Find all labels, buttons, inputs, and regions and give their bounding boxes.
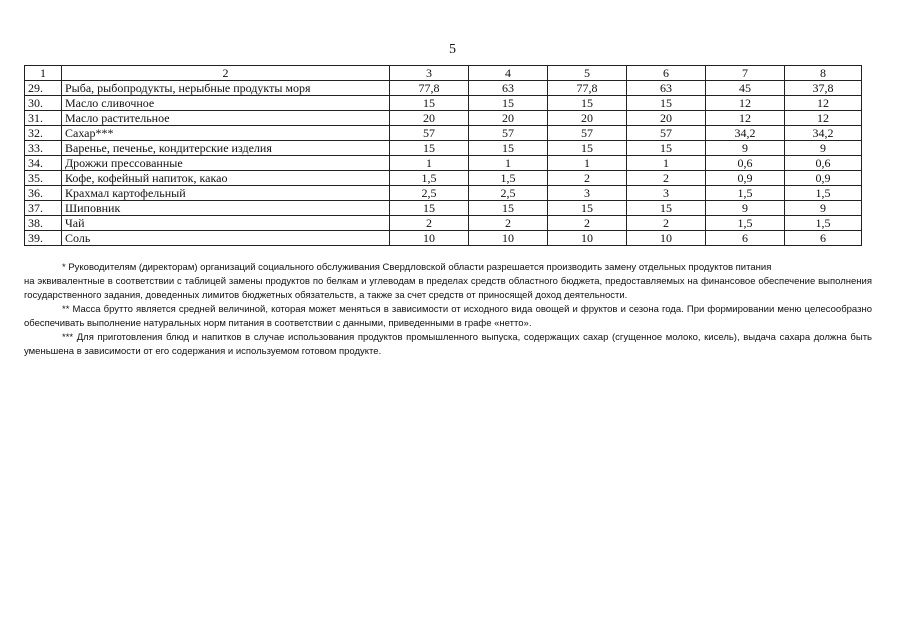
value-cell: 1 — [390, 156, 469, 171]
value-cell: 2 — [548, 171, 627, 186]
product-name-cell: Варенье, печенье, кондитерские изделия — [62, 141, 390, 156]
value-cell: 15 — [469, 96, 548, 111]
header-cell: 5 — [548, 66, 627, 81]
table-row — [25, 81, 862, 96]
value-cell: 10 — [390, 231, 469, 246]
value-cell: 15 — [390, 96, 469, 111]
table-row — [25, 216, 862, 231]
table-row — [25, 231, 862, 246]
value-cell: 34,2 — [706, 126, 785, 141]
row-number-cell: 30. — [25, 96, 62, 111]
value-cell: 0,9 — [785, 171, 862, 186]
value-cell: 63 — [627, 81, 706, 96]
value-cell: 77,8 — [548, 81, 627, 96]
value-cell: 3 — [627, 186, 706, 201]
value-cell: 77,8 — [390, 81, 469, 96]
value-cell: 2 — [469, 216, 548, 231]
value-cell: 20 — [390, 111, 469, 126]
value-cell: 0,6 — [706, 156, 785, 171]
value-cell: 15 — [627, 141, 706, 156]
value-cell: 1,5 — [785, 186, 862, 201]
row-number-cell: 37. — [25, 201, 62, 216]
value-cell: 2 — [390, 216, 469, 231]
value-cell: 63 — [469, 81, 548, 96]
value-cell: 57 — [469, 126, 548, 141]
value-cell: 12 — [706, 96, 785, 111]
value-cell: 9 — [785, 201, 862, 216]
value-cell: 20 — [627, 111, 706, 126]
product-name-cell: Рыба, рыбопродукты, нерыбные продукты моря — [62, 81, 390, 96]
value-cell: 1,5 — [390, 171, 469, 186]
value-cell: 2,5 — [469, 186, 548, 201]
value-cell: 0,6 — [785, 156, 862, 171]
value-cell: 15 — [469, 141, 548, 156]
header-cell: 1 — [25, 66, 62, 81]
footnote-1-continuation: на эквивалентные в соответствии с таблицей замены продуктов по белкам и углеводам в пределах средств областного бюджета, предоставляемых на финансовое обеспечение выполнения государственного задания, доведенных лимитов бюджетных обязательств, а также за счет средств от приносящей доход деятельности. — [24, 276, 872, 301]
value-cell: 6 — [706, 231, 785, 246]
value-cell: 45 — [706, 81, 785, 96]
value-cell: 10 — [469, 231, 548, 246]
value-cell: 2 — [627, 216, 706, 231]
value-cell: 9 — [706, 141, 785, 156]
value-cell: 20 — [469, 111, 548, 126]
value-cell: 12 — [706, 111, 785, 126]
value-cell: 10 — [548, 231, 627, 246]
row-number-cell: 35. — [25, 171, 62, 186]
value-cell: 15 — [627, 201, 706, 216]
food-norms-table — [24, 65, 862, 246]
footnote-1: * Руководителям (директорам) организаций социального обслуживания Свердловской области разрешается производить замену отдельных продуктов питания — [62, 262, 772, 273]
value-cell: 12 — [785, 96, 862, 111]
row-number-cell: 31. — [25, 111, 62, 126]
value-cell: 2 — [627, 171, 706, 186]
row-number-cell: 34. — [25, 156, 62, 171]
value-cell: 9 — [785, 141, 862, 156]
value-cell: 20 — [548, 111, 627, 126]
table-row — [25, 171, 862, 186]
product-name-cell: Масло растительное — [62, 111, 390, 126]
row-number-cell: 32. — [25, 126, 62, 141]
value-cell: 10 — [627, 231, 706, 246]
page-number: 5 — [449, 42, 456, 57]
value-cell: 34,2 — [785, 126, 862, 141]
value-cell: 1,5 — [469, 171, 548, 186]
table-row — [25, 126, 862, 141]
value-cell: 37,8 — [785, 81, 862, 96]
table-header-row — [25, 66, 862, 81]
table-row — [25, 111, 862, 126]
value-cell: 3 — [548, 186, 627, 201]
product-name-cell: Крахмал картофельный — [62, 186, 390, 201]
table-row — [25, 156, 862, 171]
value-cell: 1,5 — [706, 216, 785, 231]
table-row — [25, 186, 862, 201]
value-cell: 15 — [390, 201, 469, 216]
header-cell: 4 — [469, 66, 548, 81]
value-cell: 6 — [785, 231, 862, 246]
table-row — [25, 141, 862, 156]
footnote-2: ** Масса брутто является средней величиной, которая может меняться в зависимости от исходного вида овощей и фруктов и сезона года. При формировании меню целесообразно обеспечивать выполнение натуральных норм питания в соответствии с данными, приведенными в графе «нетто». — [24, 304, 872, 329]
product-name-cell: Масло сливочное — [62, 96, 390, 111]
row-number-cell: 36. — [25, 186, 62, 201]
footnotes — [24, 261, 872, 359]
header-cell: 7 — [706, 66, 785, 81]
value-cell: 15 — [469, 201, 548, 216]
value-cell: 15 — [548, 96, 627, 111]
product-name-cell: Шиповник — [62, 201, 390, 216]
value-cell: 1 — [627, 156, 706, 171]
value-cell: 57 — [627, 126, 706, 141]
value-cell: 57 — [390, 126, 469, 141]
row-number-cell: 38. — [25, 216, 62, 231]
row-number-cell: 33. — [25, 141, 62, 156]
value-cell: 57 — [548, 126, 627, 141]
product-name-cell: Чай — [62, 216, 390, 231]
footnote-3: *** Для приготовления блюд и напитков в случае использования продуктов промышленного выпуска, содержащих сахар (сгущенное молоко, кисель), выдача сахара должна быть уменьшена в зависимости от его содержания и используемом готовом продукте. — [24, 332, 872, 357]
header-cell: 2 — [62, 66, 390, 81]
value-cell: 12 — [785, 111, 862, 126]
value-cell: 15 — [627, 96, 706, 111]
header-cell: 3 — [390, 66, 469, 81]
row-number-cell: 39. — [25, 231, 62, 246]
value-cell: 1 — [469, 156, 548, 171]
table-row — [25, 201, 862, 216]
header-cell: 6 — [627, 66, 706, 81]
header-cell: 8 — [785, 66, 862, 81]
value-cell: 1,5 — [785, 216, 862, 231]
row-number-cell: 29. — [25, 81, 62, 96]
value-cell: 15 — [548, 141, 627, 156]
table-row — [25, 96, 862, 111]
value-cell: 15 — [548, 201, 627, 216]
value-cell: 2 — [548, 216, 627, 231]
value-cell: 2,5 — [390, 186, 469, 201]
value-cell: 1 — [548, 156, 627, 171]
table-body — [25, 66, 862, 246]
value-cell: 1,5 — [706, 186, 785, 201]
product-name-cell: Сахар*** — [62, 126, 390, 141]
value-cell: 15 — [390, 141, 469, 156]
value-cell: 9 — [706, 201, 785, 216]
product-name-cell: Кофе, кофейный напиток, какао — [62, 171, 390, 186]
product-name-cell: Соль — [62, 231, 390, 246]
product-name-cell: Дрожжи прессованные — [62, 156, 390, 171]
value-cell: 0,9 — [706, 171, 785, 186]
